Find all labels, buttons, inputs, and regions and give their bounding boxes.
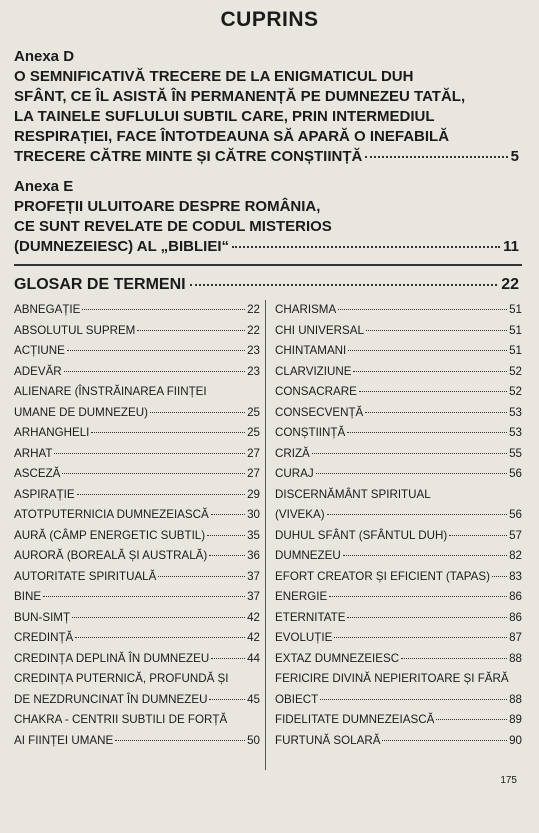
dot-leader: [190, 284, 498, 286]
glossary-entry: [14, 590, 260, 611]
glossary-term: ABSOLUTUL SUPREM: [14, 323, 136, 337]
glossary-page: 90: [509, 733, 522, 747]
glossary-right-column: [275, 303, 522, 754]
glossary-entry: [14, 324, 260, 345]
glossary-page: 36: [247, 549, 260, 562]
glossary-entry: [275, 734, 522, 755]
glossary-entry: [14, 426, 260, 447]
anexa-e-page: 11: [503, 238, 519, 255]
glossary-term: ACȚIUNE: [14, 344, 65, 357]
glossary-page: 57: [509, 528, 522, 542]
glossary-entry: [275, 590, 522, 611]
dot-leader: [348, 350, 507, 351]
dot-leader: [365, 412, 507, 413]
glossary-term: ALIENARE (ÎNSTRĂINAREA FIINȚEI: [14, 385, 207, 398]
glossary-page: 37: [247, 590, 260, 603]
anexa-d-toc-entry: [14, 148, 519, 165]
glossary-term: ETERNITATE: [275, 610, 346, 624]
glossary-term: CONSECVENȚĂ: [275, 405, 364, 419]
glossary-entry: [14, 365, 260, 386]
glossary-page: 53: [509, 405, 522, 419]
glossary-entry: [275, 631, 522, 652]
dot-leader: [137, 330, 245, 331]
glossary-entry: [14, 406, 260, 427]
anexa-d-last-line: TRECERE CĂTRE MINTE ȘI CĂTRE CONȘTIINȚĂ: [14, 148, 363, 165]
anexa-d-line: SFÂNT, CE ÎL ASISTĂ ÎN PERMANENȚĂ PE DUMNEZEU TATĂL,: [14, 88, 466, 105]
dot-leader: [62, 473, 245, 474]
dot-leader: [77, 494, 246, 495]
dot-leader: [209, 555, 245, 556]
dot-leader: [82, 309, 245, 310]
glossary-page: 56: [509, 467, 522, 480]
glossary-page: 53: [509, 426, 522, 439]
glossary-page: 29: [247, 487, 260, 501]
glossary-term: CREDINȚA DEPLINĂ ÎN DUMNEZEU: [14, 651, 210, 665]
dot-leader: [209, 699, 245, 700]
glossary-entry: [275, 713, 522, 734]
glossary-page: 51: [509, 323, 522, 337]
glossary-page: 27: [247, 467, 260, 480]
dot-leader: [327, 514, 507, 515]
glossary-term: EFORT CREATOR ȘI EFICIENT (TAPAS): [275, 569, 490, 583]
glossary-entry: [14, 447, 260, 468]
glosar-toc-entry: [14, 276, 519, 294]
glossary-entry: [14, 303, 260, 324]
anexa-d-line: RESPIRAȚIEI, FACE ÎNTOTDEAUNA SĂ APARĂ O INEFABILĂ: [14, 128, 450, 145]
glossary-page: 52: [509, 385, 522, 398]
glossary-page: 44: [247, 651, 260, 665]
glossary-page: 87: [509, 631, 522, 644]
anexa-d-page: 5: [510, 148, 519, 165]
glossary-page: 51: [509, 344, 522, 357]
glossary-page: 55: [509, 446, 522, 460]
dot-leader: [67, 350, 245, 351]
glossary-term: CONȘTIINȚĂ: [275, 426, 346, 439]
dot-leader: [158, 576, 245, 577]
glossary-term: EXTAZ DUMNEZEIESC: [275, 651, 400, 665]
glossary-page: 82: [509, 549, 522, 562]
dot-leader: [366, 330, 507, 331]
glossary-page: 86: [509, 610, 522, 624]
glossary-page: 88: [509, 692, 522, 706]
glossary-entry: [275, 488, 522, 509]
glossary-entry: [14, 488, 260, 509]
dot-leader: [338, 309, 507, 310]
glossary-entry: [275, 508, 522, 529]
dot-leader: [449, 535, 507, 536]
dot-leader: [401, 658, 507, 659]
glossary-entry: [14, 385, 260, 406]
glossary-entry: [14, 631, 260, 652]
glossary-term: ENERGIE: [275, 590, 328, 603]
glossary-page: 56: [509, 508, 522, 521]
glossary-entry: [275, 303, 522, 324]
glossary-page: 52: [509, 364, 522, 378]
dot-leader: [43, 596, 245, 597]
glossary-entry: [275, 324, 522, 345]
dot-leader: [343, 555, 507, 556]
dot-leader: [353, 371, 507, 372]
glossary-term: DE NEZDRUNCINAT ÎN DUMNEZEU: [14, 692, 208, 706]
dot-leader: [382, 740, 507, 741]
glossary-term: CREDINȚĂ: [14, 631, 74, 644]
glossary-term: CREDINȚA PUTERNICĂ, PROFUNDĂ ȘI: [14, 672, 229, 685]
glossary-entry: [14, 693, 260, 714]
glossary-entry: [275, 529, 522, 550]
glossary-term: ADEVĂR: [14, 364, 62, 378]
glossary-page: 45: [247, 692, 260, 706]
dot-leader: [329, 596, 507, 597]
dot-leader: [365, 156, 507, 158]
glossary-term: DUMNEZEU: [275, 549, 341, 562]
dot-leader: [211, 658, 245, 659]
glossary-entry: [275, 652, 522, 673]
glossary-entry: [14, 652, 260, 673]
glossary-page: 37: [247, 569, 260, 583]
glossary-entry: [275, 549, 522, 570]
glossary-term: FIDELITATE DUMNEZEIASCĂ: [275, 713, 435, 726]
glosar-page: 22: [501, 276, 519, 293]
glossary-page: 23: [247, 364, 260, 378]
dot-leader: [312, 453, 507, 454]
anexa-e-last-line: (DUMNEZEIESC) AL „BIBLIEI“: [14, 238, 230, 255]
glossary-term: DUHUL SFÂNT (SFÂNTUL DUH): [275, 528, 448, 542]
glossary-entry: [14, 529, 260, 550]
glossary-term: BINE: [14, 590, 42, 603]
glossary-term: FERICIRE DIVINĂ NEPIERITOARE ȘI FĂRĂ: [275, 672, 509, 685]
glossary-term: ARHANGHELI: [14, 426, 90, 439]
glossary-entry: [14, 549, 260, 570]
glossary-term: AUTORITATE SPIRITUALĂ: [14, 569, 157, 583]
column-divider: [265, 300, 266, 770]
glossary-page: 88: [509, 651, 522, 665]
dot-leader: [207, 535, 245, 536]
glossary-entry: [14, 508, 260, 529]
dot-leader: [64, 371, 245, 372]
glossary-entry: [14, 570, 260, 591]
glossary-entry: [14, 734, 260, 755]
glossary-page: 89: [509, 713, 522, 726]
glossary-term: BUN-SIMȚ: [14, 610, 71, 624]
glossary-entry: [275, 672, 522, 693]
glossary-term: AURORĂ (BOREALĂ ȘI AUSTRALĂ): [14, 549, 208, 562]
glossary-term: ASPIRAȚIE: [14, 487, 75, 501]
glossary-term: FURTUNĂ SOLARĂ: [275, 733, 381, 747]
glossary-entry: [275, 570, 522, 591]
glossary-page: 35: [247, 528, 260, 542]
glossary-entry: [275, 406, 522, 427]
anexa-d-label: Anexa D: [14, 48, 75, 65]
glossary-entry: [275, 693, 522, 714]
glossary-entry: [14, 672, 260, 693]
glossary-page: 51: [509, 303, 522, 316]
glossary-term: CHI UNIVERSAL: [275, 323, 364, 337]
glossary-entry: [275, 426, 522, 447]
dot-leader: [232, 246, 500, 248]
glossary-term: EVOLUȚIE: [275, 631, 333, 644]
glossary-page: 30: [247, 508, 260, 521]
glossary-page: 25: [247, 426, 260, 439]
glossary-page: 27: [247, 446, 260, 460]
glossary-term: ATOTPUTERNICIA DUMNEZEIASCĂ: [14, 508, 209, 521]
dot-leader: [150, 412, 245, 413]
anexa-e-line: PROFEȚII ULUITOARE DESPRE ROMÂNIA,: [14, 198, 321, 215]
glossary-entry: [275, 385, 522, 406]
glossary-entry: [14, 611, 260, 632]
glossary-page: 42: [247, 610, 260, 624]
dot-leader: [359, 391, 507, 392]
glossary-term: CLARVIZIUNE: [275, 364, 352, 378]
glossary-term: CRIZĂ: [275, 446, 310, 460]
glossary-term: (VIVEKA): [275, 508, 325, 521]
dot-leader: [334, 637, 507, 638]
dot-leader: [492, 576, 507, 577]
anexa-d-line: O SEMNIFICATIVĂ TRECERE DE LA ENIGMATICUL DUH: [14, 68, 414, 85]
dot-leader: [75, 637, 245, 638]
dot-leader: [316, 473, 507, 474]
glossary-page: 83: [509, 569, 522, 583]
glossary-term: AI FIINȚEI UMANE: [14, 733, 114, 747]
glossary-term: OBIECT: [275, 692, 319, 706]
glossary-entry: [275, 611, 522, 632]
glossary-term: CONSACRARE: [275, 385, 357, 398]
glossary-page: 42: [247, 631, 260, 644]
glossary-term: UMANE DE DUMNEZEU): [14, 405, 148, 419]
glosar-label: GLOSAR DE TERMENI: [14, 276, 186, 293]
glossary-page: 86: [509, 590, 522, 603]
glossary-entry: [275, 467, 522, 488]
dot-leader: [54, 453, 245, 454]
dot-leader: [91, 432, 245, 433]
glossary-term: ABNEGAȚIE: [14, 303, 81, 316]
anexa-e-toc-entry: [14, 238, 519, 255]
glossary-entry: [14, 713, 260, 734]
glossary-entry: [14, 344, 260, 365]
glossary-term: CURAJ: [275, 467, 314, 480]
dot-leader: [211, 514, 245, 515]
anexa-e-label: Anexa E: [14, 178, 74, 195]
glossary-term: CHAKRA - CENTRII SUBTILI DE FORȚĂ: [14, 713, 228, 726]
glossary-entry: [14, 467, 260, 488]
glossary-term: ASCEZĂ: [14, 467, 61, 480]
glossary-page: 25: [247, 405, 260, 419]
glossary-entry: [275, 344, 522, 365]
section-divider: [14, 264, 522, 266]
dot-leader: [347, 617, 507, 618]
anexa-d-line: LA TAINELE SUFLULUI SUBTIL CARE, PRIN INTERMEDIUL: [14, 108, 435, 125]
glossary-page: 50: [247, 733, 260, 747]
dot-leader: [347, 432, 507, 433]
dot-leader: [436, 719, 507, 720]
glossary-entry: [275, 447, 522, 468]
glossary-term: DISCERNĂMÂNT SPIRITUAL: [275, 487, 431, 501]
glossary-page: 23: [247, 344, 260, 357]
glossary-page: 22: [247, 303, 260, 316]
page-number: 175: [500, 775, 517, 786]
glossary-term: ARHAT: [14, 446, 53, 460]
dot-leader: [115, 740, 245, 741]
page-title: CUPRINS: [220, 8, 319, 31]
glossary-entry: [275, 365, 522, 386]
glossary-term: AURĂ (CÂMP ENERGETIC SUBTIL): [14, 528, 206, 542]
glossary-page: 22: [247, 323, 260, 337]
glossary-term: CHARISMA: [275, 303, 337, 316]
dot-leader: [320, 699, 507, 700]
glossary-left-column: [14, 303, 260, 754]
anexa-e-line: CE SUNT REVELATE DE CODUL MISTERIOS: [14, 218, 332, 235]
dot-leader: [72, 617, 245, 618]
glossary-term: CHINTAMANI: [275, 344, 347, 357]
